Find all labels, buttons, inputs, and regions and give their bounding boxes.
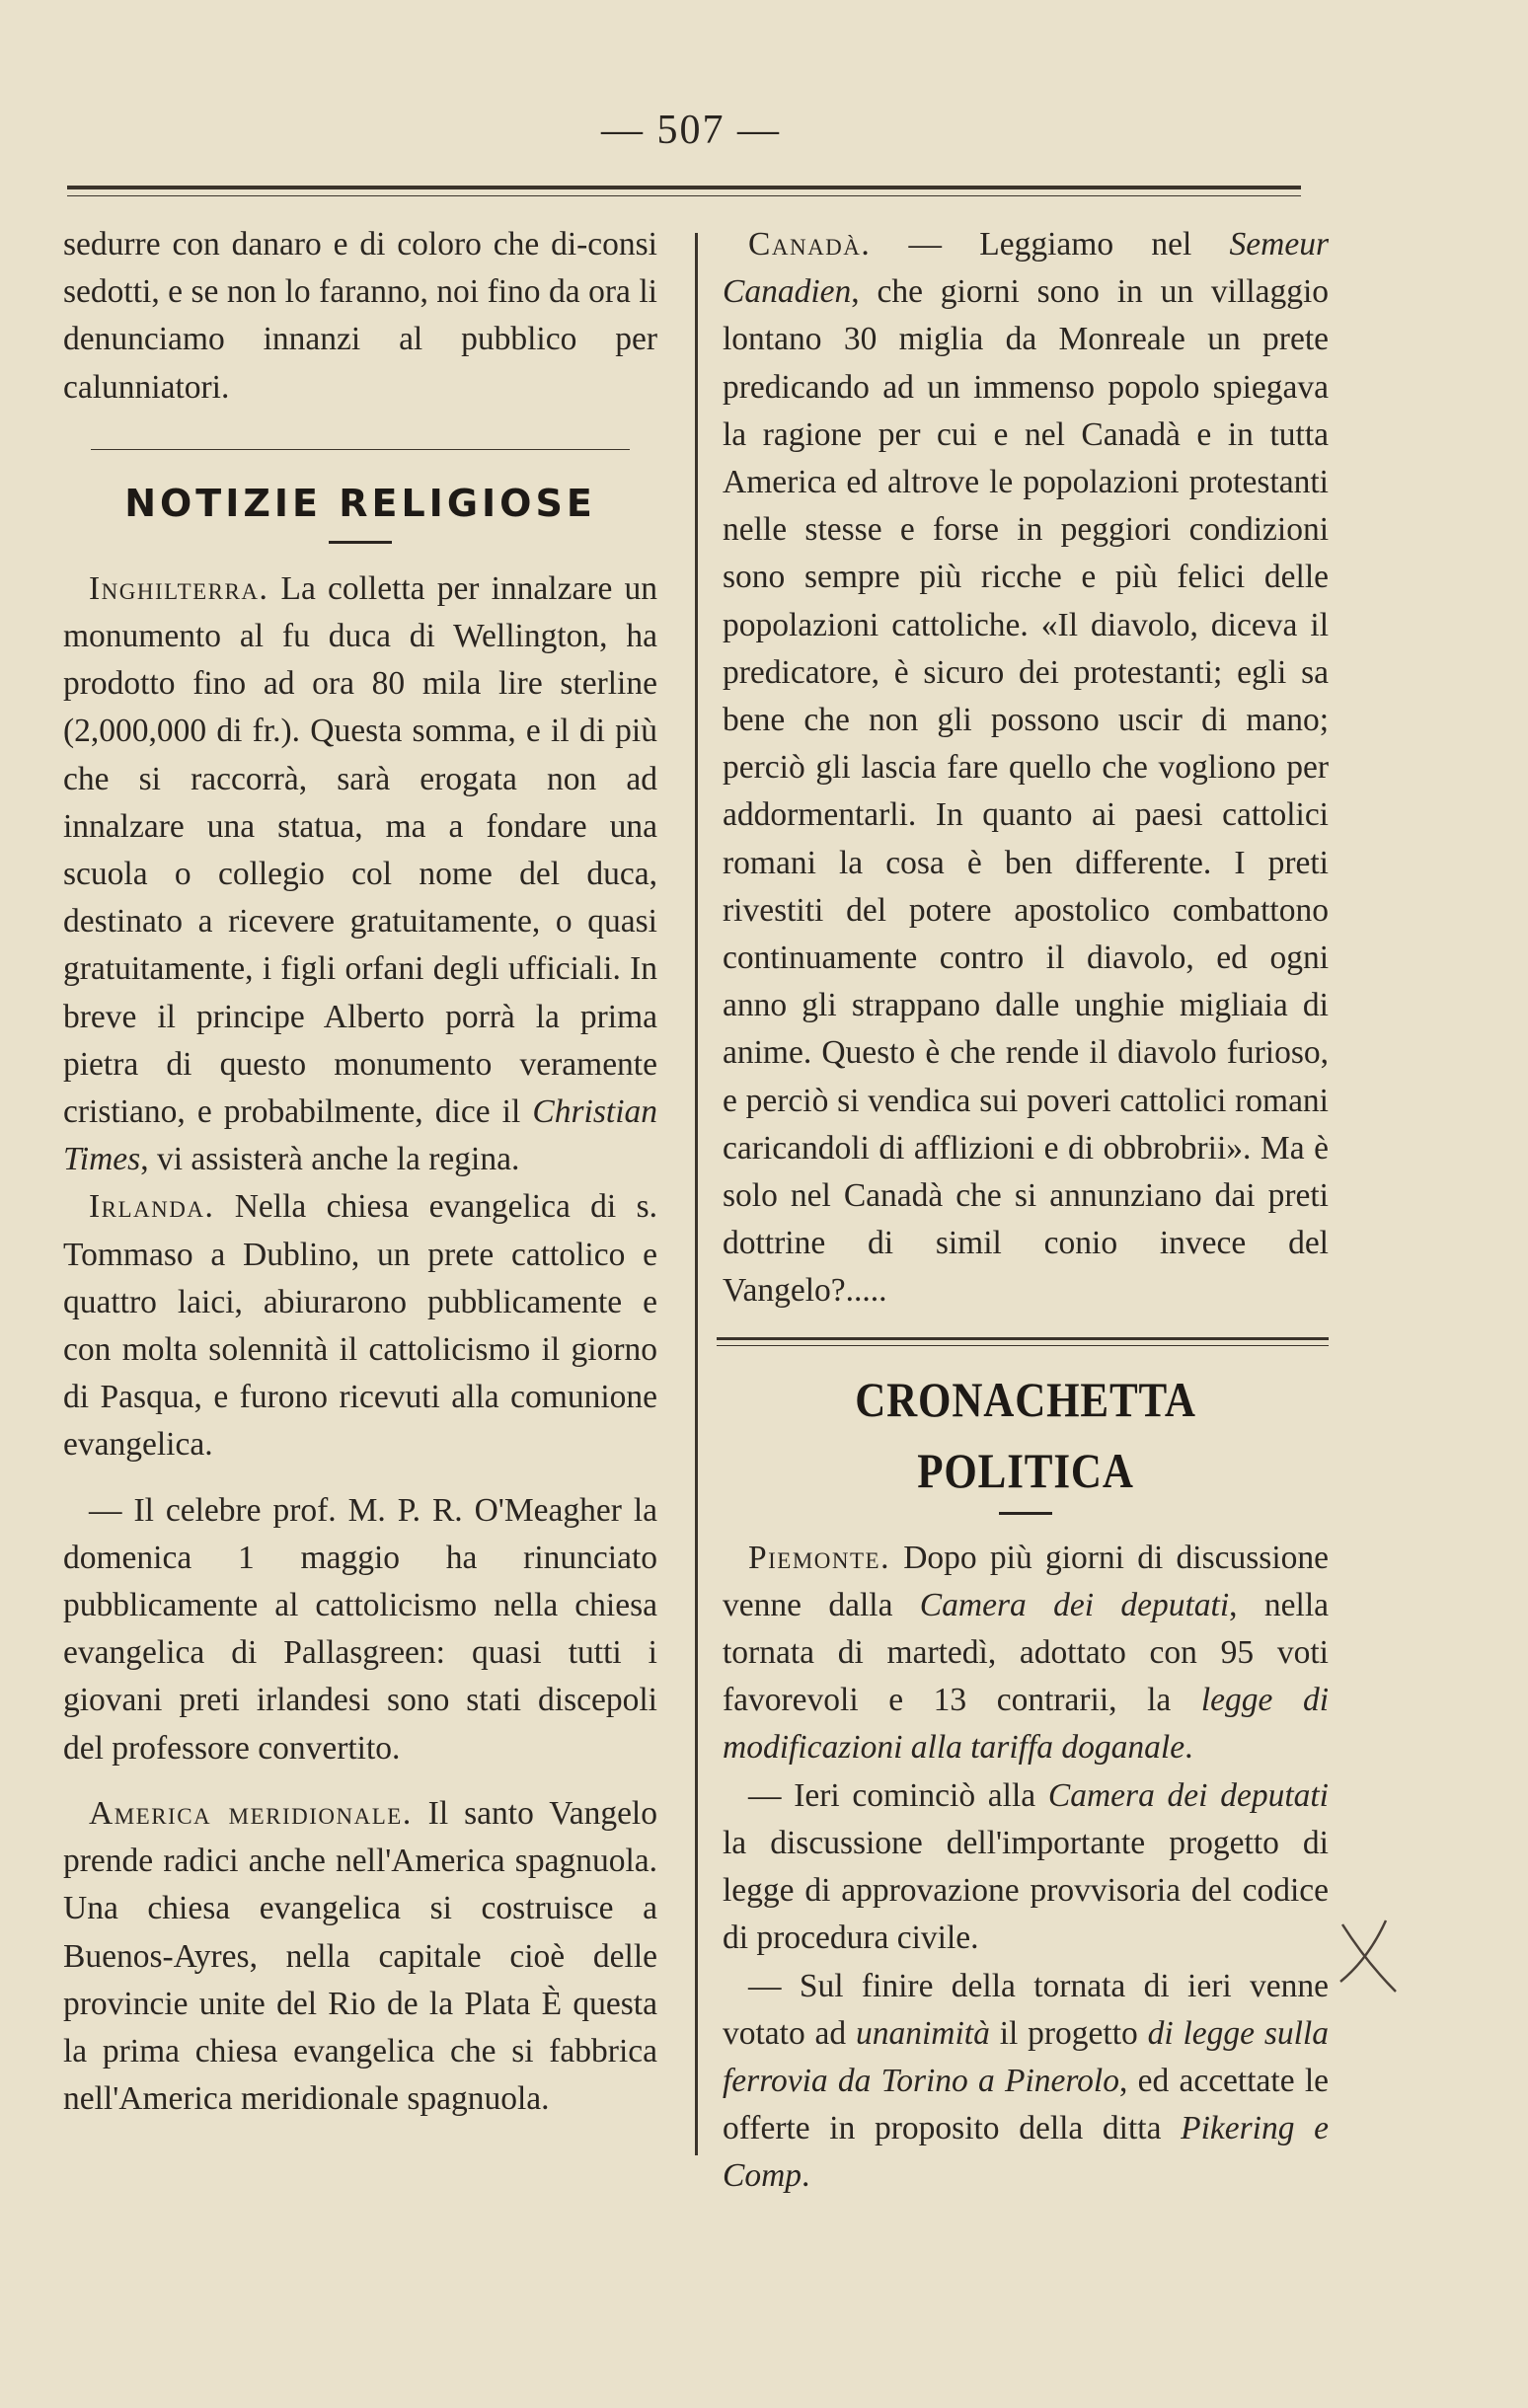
article-text: , nella tornata di martedì, adottato con 95 voti favorevoli e 13 contrarii, la [723, 1586, 1329, 1719]
article-ieri [723, 1772, 1329, 1963]
spacer [63, 1469, 657, 1487]
article-text: Dopo più giorni di discussione venne dalla [723, 1539, 1329, 1623]
page-number: — 507 — [601, 108, 781, 153]
article-canada [723, 221, 1329, 1316]
article-text: . [802, 2157, 810, 2195]
left-column [63, 221, 657, 2123]
article-text: , che giorni sono in un villaggio lontano 30 miglia da Monreale un prete predicando ad un immenso popolo spiegava la ragione per cui e nel Canadà e in tutta America ed altrove le popolazioni protestanti nelle stesse e forse in peggiori condizioni sono sempre più ricche e più felici delle popolazioni cattoliche. «Il diavolo, diceva il predicatore, è sicuro dei protestanti; egli sa bene che non gli possono uscir di mano; perciò gli lascia fare quello che vogliono per addormentarli. In quanto ai paesi cattolici romani la cosa è ben differente. I preti rivestiti del potere apostolico combattono continuamente contro il diavolo, ed ogni anno gli strappano dalle unghie migliaia di anime. Questo è che rende il diavolo furioso, e perciò si vendica sui poveri cattolici romani caricandoli di afflizioni e di obbrobrii». Ma è solo nel Canadà che si annunziano dai preti dottrine di simil conio invece del Vangelo?..... [723, 273, 1329, 1310]
article-text: — Ieri cominciò alla [748, 1776, 1048, 1814]
article-text: La colletta per innalzare un monumento al fu duca di Wellington, ha prodotto fino ad ora 80 mila lire sterline (2,000,000 di fr.). Questa somma, e il di più che si raccorrà, sarà erogata non ad innalzare una statua, ma a fondare una scuola o collegio col nome del duca, destinato a ricevere gratuitamente, o quasi gratuitamente, i figli orfani degli ufficiali. In breve il principe Alberto porrà la prima pietra di questo monumento veramente cristiano, e probabilmente, dice il [63, 569, 657, 1131]
article-lead: Inghilterra. [89, 569, 269, 607]
section-separator-double [717, 1337, 1329, 1346]
article-text: la discussione dell'importante progetto di legge di approvazione provvisoria del codice di procedura civile. [723, 1824, 1329, 1957]
title-underline [329, 541, 392, 544]
article-inghilterra [63, 565, 657, 1184]
article-lead: Irlanda. [89, 1188, 215, 1226]
article-ferrovia [723, 1963, 1329, 2201]
article-piemonte [723, 1535, 1329, 1772]
article-source: Christian Times [63, 1093, 657, 1178]
title-underline [999, 1512, 1052, 1515]
article-text: Il santo Vangelo prende radici anche nell'America spagnuola. Una chiesa evangelica si costruisce a Buenos-Ayres, nella capitale cioè delle provincie unite del Rio de la Plata È questa la prima chiesa evangelica che si fabbrica nell'America meridionale spagnuola. [63, 1794, 657, 2118]
article-emphasis: Camera dei deputati [1047, 1776, 1329, 1814]
article-lead: Canadà. [748, 226, 872, 263]
spacer [63, 1772, 657, 1790]
article-emphasis: legge di modificazioni alla tariffa doganale [723, 1682, 1330, 1767]
article-omeagher: — Il celebre prof. M. P. R. O'Meagher la domenica 1 maggio ha rinunciato pubblicamente al cattolicismo nella chiesa evangelica di Pallasgreen: quasi tutti i giovani preti irlandesi sono stati discepoli del professore convertito. [63, 1491, 657, 1767]
article-lead: Piemonte. [748, 1539, 890, 1576]
section-title-religiose: NOTIZIE RELIGIOSE [124, 481, 596, 525]
handwritten-x-mark-icon [1335, 1917, 1404, 1995]
article-text: , vi assisterà anche la regina. [140, 1141, 520, 1178]
article-text: Nella chiesa evangelica di s. Tommaso a Dublino, un prete cattolico e quattro laici, abiurarono pubblicamente e con molta solennità il cattolicismo il giorno di Pasqua, e furono ricevuti alla comunione evangelica. [63, 1188, 657, 1464]
intro-paragraph: sedurre con danaro e di coloro che di-consi sedotti, e se non lo faranno, noi fino da ora li denunciamo innanzi al pubblico per calunniatori. [63, 226, 657, 406]
header-rule [67, 186, 1301, 196]
section-title-cronachetta: CRONACHETTA POLITICA [855, 1371, 1196, 1498]
article-text: . [1184, 1729, 1193, 1767]
column-divider [695, 233, 698, 2155]
article-emphasis: Pikering e Comp [723, 2110, 1329, 2195]
article-source: Semeur Canadien [723, 226, 1329, 311]
article-emphasis: di legge sulla ferrovia da Torino a Pinerolo [723, 2014, 1329, 2099]
article-america [63, 1790, 657, 2123]
article-emphasis: unanimità [856, 2014, 990, 2052]
article-text: il progetto [989, 2014, 1148, 2052]
article-irlanda [63, 1183, 657, 1468]
article-text: , ed accettate le offerte in proposito della ditta [723, 2062, 1329, 2147]
article-lead: America meridionale. [89, 1794, 413, 1832]
article-text: — Leggiamo nel [871, 226, 1230, 263]
right-column [723, 221, 1329, 2201]
section-separator [91, 449, 630, 450]
article-emphasis: Camera dei deputati [919, 1586, 1230, 1623]
article-text: — Sul finire della tornata di ieri venne votato ad [723, 1967, 1329, 2052]
